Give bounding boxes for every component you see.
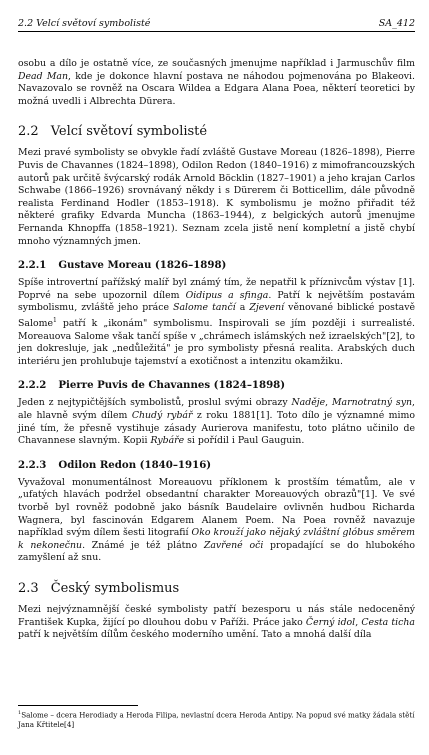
header-section: 2.2 Velcí světoví symbolisté <box>18 18 151 29</box>
text: Vyvažoval monumentálnost Moreauovu příklonem k prostším tématům, ale v „ufatých hlavách podržel obsedantní charakter Moreauových obrazů"[1]. Ve své tvorbě byl rovněž podobně jako básník Baudelaire ovlivněn hudbou Richarda Wagnera, byl fascinován Edgarem Alanem Poem. Na Poea rovněž navazuje například svým dílem šesti litografií <box>18 476 415 539</box>
artwork-title: Zjevení <box>249 302 285 314</box>
section-2-2-paragraph: Mezi pravé symbolisty se obvykle řadí zvláště Gustave Moreau (1826–1898), Pierre Puvis de Chavannes (1824–1898), Odilon Redon (1840–1916) z mimofrancouzských autorů pak určitě švýcarský rodák Arnold Böcklin (1827–1901) a jeho krajan Carlos Schwabe (1866–1926) srovnávaný někdy i s Dürerem či Botticellim, dále původně realista Ferdinand Hodler (1853–1918). K symbolismu je možno přiřadit též některé grafiky Edvarda Muncha (1863–1944), z belgických autorů jmenujme Fernanda Khnopffa (1858–1921). Seznam zcela jistě není kompletní a jistě chybí mnoho významných jmen. <box>18 147 415 247</box>
text: , ale hlavně svým dílem <box>18 397 415 421</box>
intro-text-2: , kde je dokonce hlavní postava ne náhodou pojmenována po Blakeovi. Navazovalo se rovněž na Oscara Wildea a Edgara Alana Poea, některí teoretici by možná uvedli i Albrechta Dürera. <box>18 70 415 107</box>
intro-text-1: osobu a dílo je ostatně více, ze současných jmenujme například i Jarmuschův film <box>18 58 415 69</box>
section-2-2-1-heading <box>18 259 415 271</box>
text: patří k největším dílům českého moderního umění. Tato a mnohá další díla <box>18 629 372 641</box>
section-number: 2.3 <box>18 580 39 596</box>
text: , <box>355 616 362 628</box>
header-id: SA_412 <box>378 18 415 29</box>
subsection-title: Gustave Moreau (1826–1898) <box>58 259 227 272</box>
artwork-title: Oidipus a sfinga <box>185 289 269 301</box>
subsection-title: Pierre Puvis de Chavannes (1824–1898) <box>58 379 286 392</box>
subsection-number: 2.2.3 <box>18 458 47 471</box>
section-2-2-3-paragraph <box>18 477 415 565</box>
section-2-2-3-heading <box>18 459 415 471</box>
artwork-title: Rybáře <box>150 435 185 447</box>
artwork-title: Salome tančí <box>173 302 236 314</box>
text: . Patří k největším postavám symbolismu, zvláště jeho práce <box>18 289 416 314</box>
footnote <box>18 709 415 729</box>
section-number: 2.2 <box>18 124 39 140</box>
section-2-2-2-paragraph <box>18 397 415 447</box>
artwork-title: Zavřené oči <box>203 539 264 551</box>
artwork-title: Oko krouží jako nějaký zvláštní glóbus směrem k nekonečnu <box>18 527 415 551</box>
text: , <box>325 397 332 409</box>
subsection-number: 2.2.2 <box>18 379 47 392</box>
running-header <box>18 18 415 32</box>
text: z roku 1881[1]. Toto dílo je významné mimo jiné tím, že přesně vystihuje zásady Aurierova manifestu, toto plátno učinilo de Chavannese slavným. Kopii <box>18 409 415 447</box>
text: věnované biblické postavě Salome <box>18 302 416 330</box>
artwork-title: Chudý rybář <box>131 409 193 421</box>
section-2-3-heading <box>18 581 415 596</box>
section-2-2-2-heading <box>18 379 415 391</box>
text: a <box>235 302 250 314</box>
text: si pořídil i Paul Gauguin. <box>184 435 305 447</box>
artwork-title: Naděje <box>291 397 326 409</box>
page-content <box>18 58 415 642</box>
section-2-2-1-paragraph <box>18 277 415 368</box>
text: . Známé je též plátno <box>82 539 204 551</box>
text: Mezi nejvýznamnější české symbolisty patří bezesporu u nás stále nedoceněný František Kupka, žijící po dlouhou dobu v Paříži. Práce jako <box>18 603 415 628</box>
footnote-text: Salome – dcera Herodiady a Heroda Filipa, nevlastní dcera Heroda Antipy. Na popud své matky žádala stětí Jana Křtitele[4] <box>18 710 415 729</box>
text: Spíše introvertní pařížský malíř byl známý tím, že nepatřil k příznivcům výstav [1]. Poprvé na sebe upozornil dílem <box>18 277 415 301</box>
intro-paragraph <box>18 58 415 108</box>
subsection-title: Odilon Redon (1840–1916) <box>58 458 212 471</box>
artwork-title: Cesta ticha <box>361 616 415 628</box>
section-title: Velcí světoví symbolisté <box>50 124 208 140</box>
footnote-divider <box>18 705 138 706</box>
section-2-2-heading <box>18 124 415 139</box>
artwork-title: Černý idol <box>305 616 356 628</box>
text: propadající se do hlubokého zamyšlení až snu. <box>18 539 415 564</box>
intro-film-title: Dead Man <box>18 70 69 82</box>
subsection-number: 2.2.1 <box>18 259 47 272</box>
section-2-3-paragraph <box>18 604 415 642</box>
footnote-reference[interactable]: 1 <box>52 316 57 324</box>
section-title: Český symbolismus <box>50 580 180 596</box>
artwork-title: Marnotratný syn <box>331 397 412 409</box>
text: patří k „ikonám" symbolismu. Inspirovali se jím později i surrealisté. Moreauova Salome však tančí spíše v „chrámech islámských než izraelských"[2], to jen dokresluje, jak „nedůležitá" je pro symbolisty přesná realita. Arabských duch interiéru jen prohlubuje tajemství a exotičnost a intenzitu okamžiku. <box>18 318 415 367</box>
footnote-mark: 1 <box>18 710 22 716</box>
text: Jeden z nejtypičtějších symbolistů, proslul svými obrazy <box>18 397 292 409</box>
